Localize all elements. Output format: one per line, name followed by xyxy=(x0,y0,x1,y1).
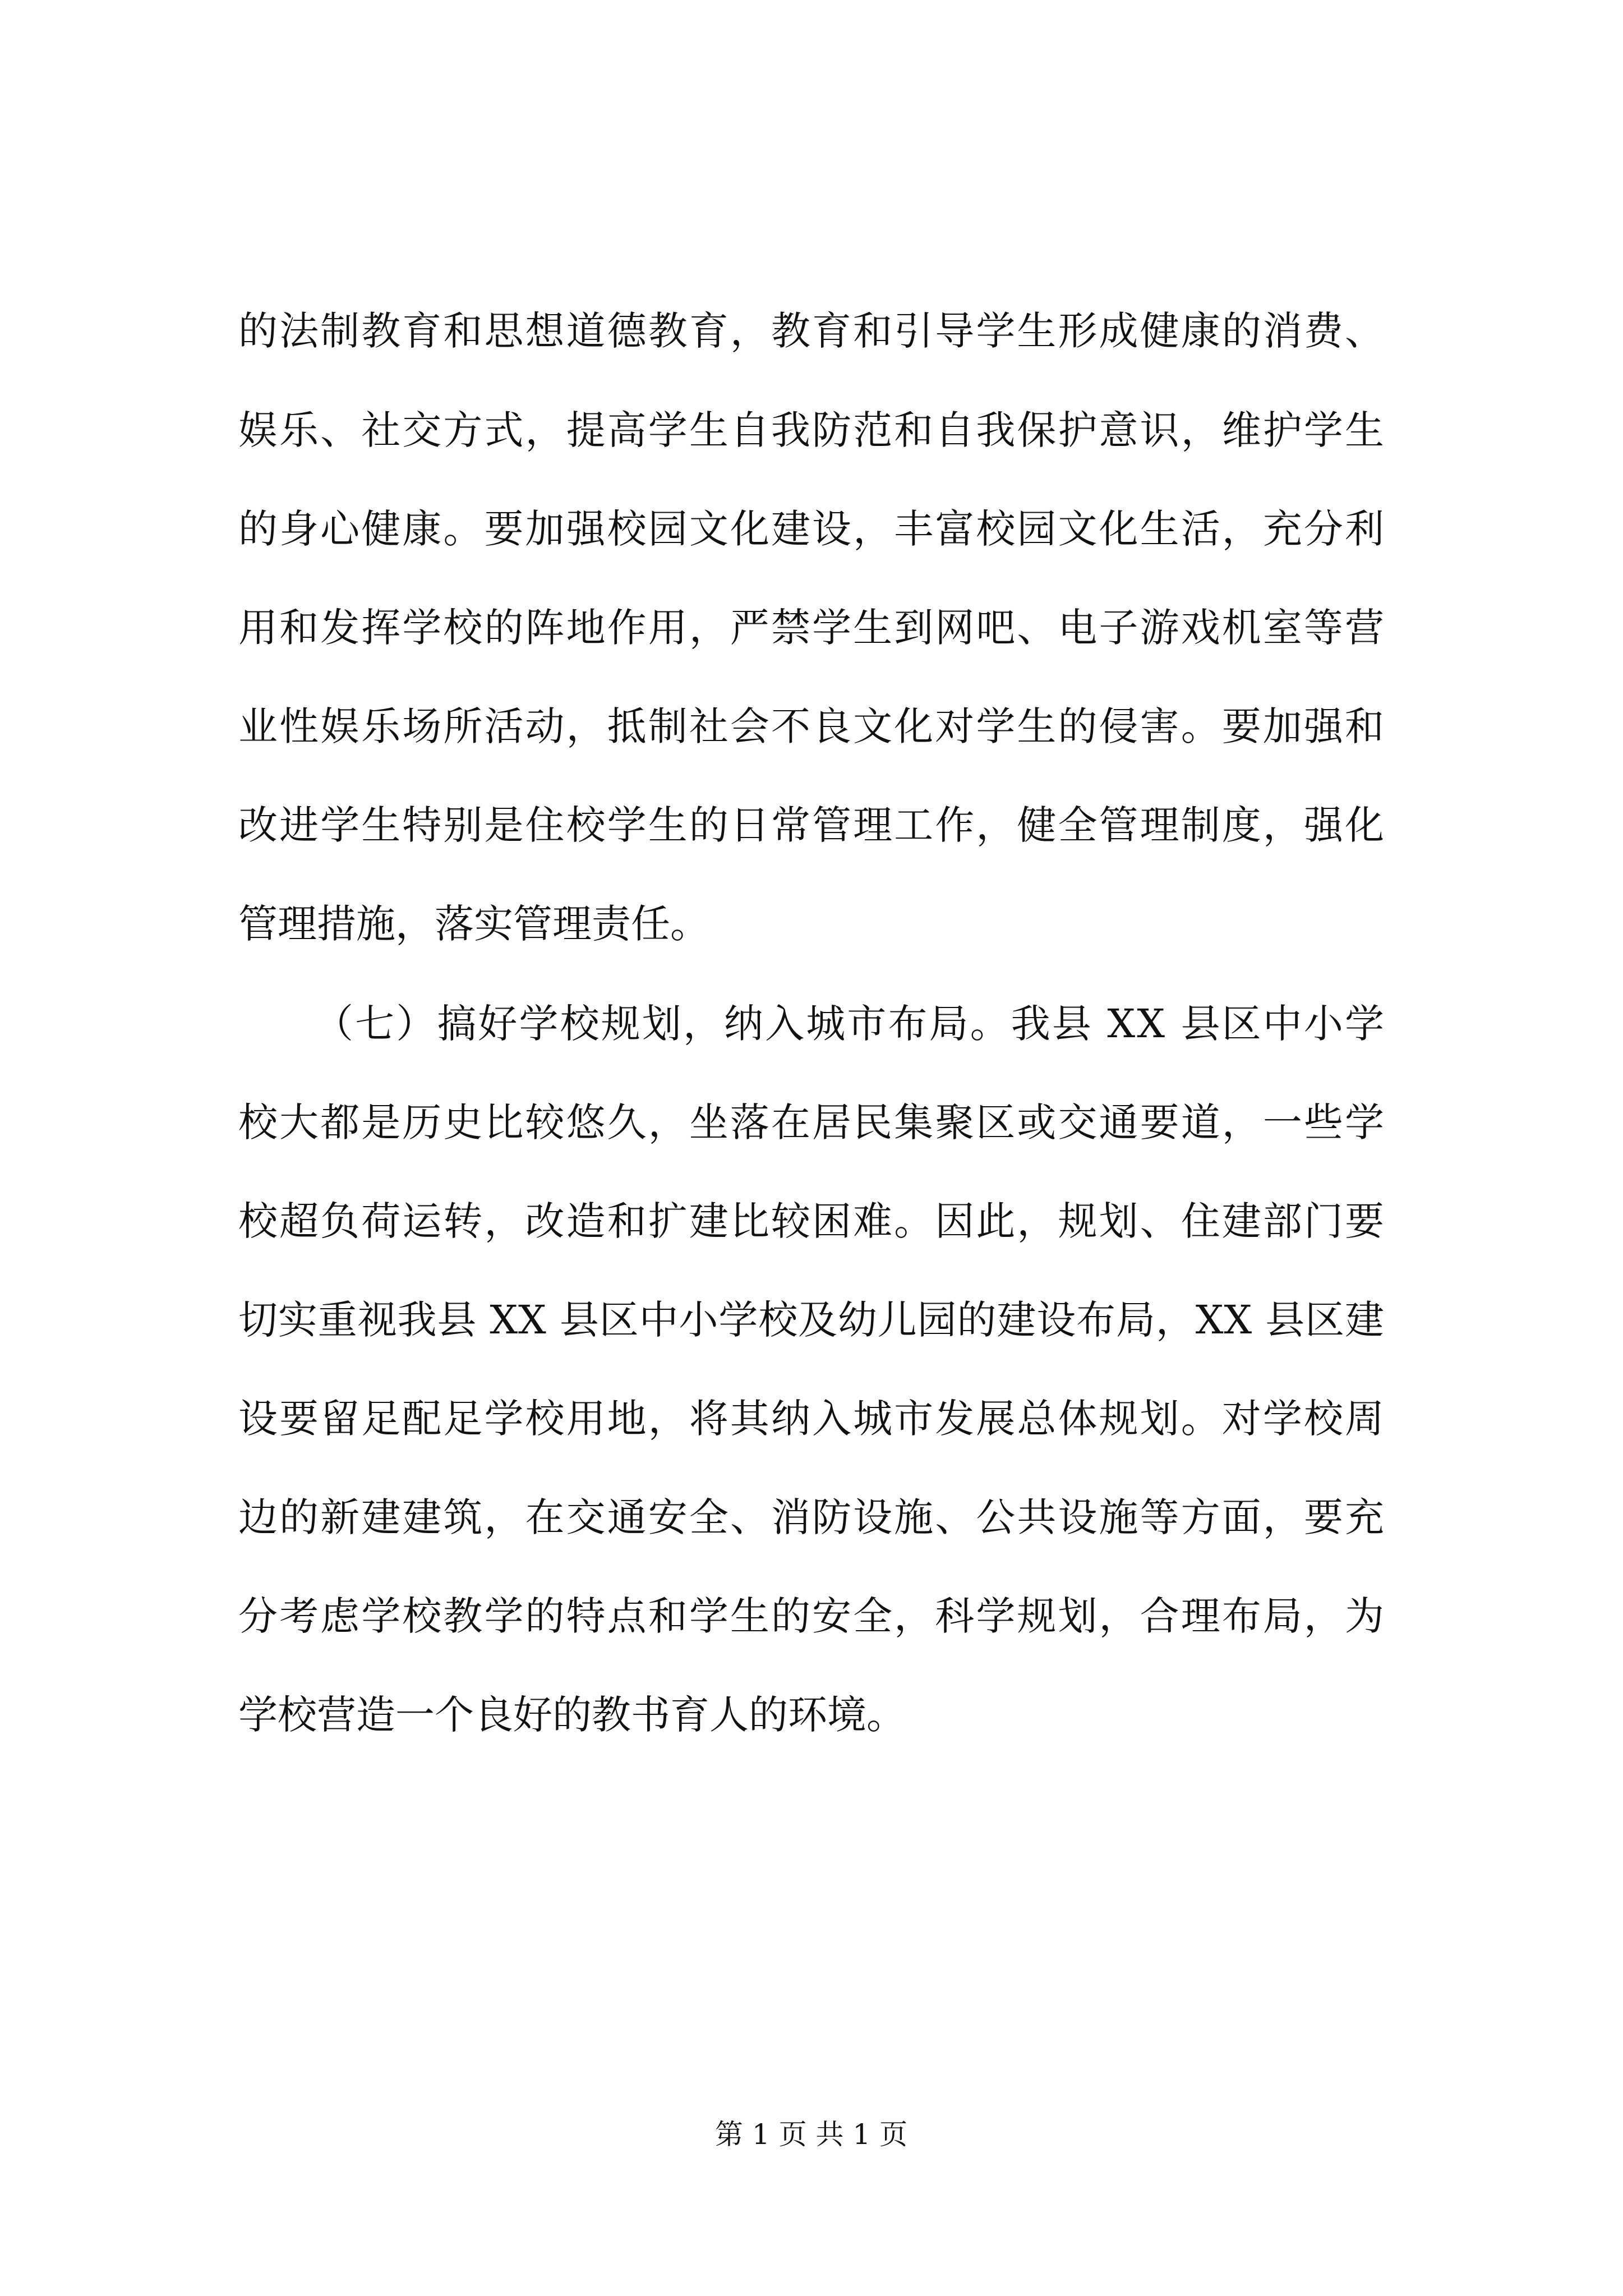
paragraph-line: （七）搞好学校规划，纳入城市布局。我县 XX 县区中小学 xyxy=(314,1001,1386,1047)
paragraph-line: 学校营造一个良好的教书育人的环境。 xyxy=(238,1692,906,1738)
paragraph-line: 切实重视我县 XX 县区中小学校及幼儿园的建设布局，XX 县区建 xyxy=(238,1297,1385,1343)
paragraph-line: 改进学生特别是住校学生的日常管理工作，健全管理制度，强化 xyxy=(238,802,1386,848)
paragraph-line: 管理措施，落实管理责任。 xyxy=(238,901,709,947)
paragraph-line: 的身心健康。要加强校园文化建设，丰富校园文化生活，充分利 xyxy=(238,506,1386,552)
paragraph-line: 校超负荷运转，改造和扩建比较困难。因此，规划、住建部门要 xyxy=(238,1198,1386,1244)
paragraph-line: 的法制教育和思想道德教育，教育和引导学生形成健康的消费、 xyxy=(238,308,1386,354)
paragraph-line: 用和发挥学校的阵地作用，严禁学生到网吧、电子游戏机室等营 xyxy=(238,605,1386,651)
page-footer: 第 1 页 共 1 页 xyxy=(715,2118,908,2151)
paragraph-line: 校大都是历史比较悠久，坐落在居民集聚区或交通要道，一些学 xyxy=(238,1099,1386,1145)
paragraph-line: 分考虑学校教学的特点和学生的安全，科学规划，合理布局，为 xyxy=(238,1593,1386,1639)
paragraph-line: 业性娱乐场所活动，抵制社会不良文化对学生的侵害。要加强和 xyxy=(238,703,1386,749)
paragraph-line: 边的新建建筑，在交通安全、消防设施、公共设施等方面，要充 xyxy=(238,1494,1386,1540)
paragraph-line: 娱乐、社交方式，提高学生自我防范和自我保护意识，维护学生 xyxy=(238,407,1386,453)
paragraph-line: 设要留足配足学校用地，将其纳入城市发展总体规划。对学校周 xyxy=(238,1396,1386,1442)
